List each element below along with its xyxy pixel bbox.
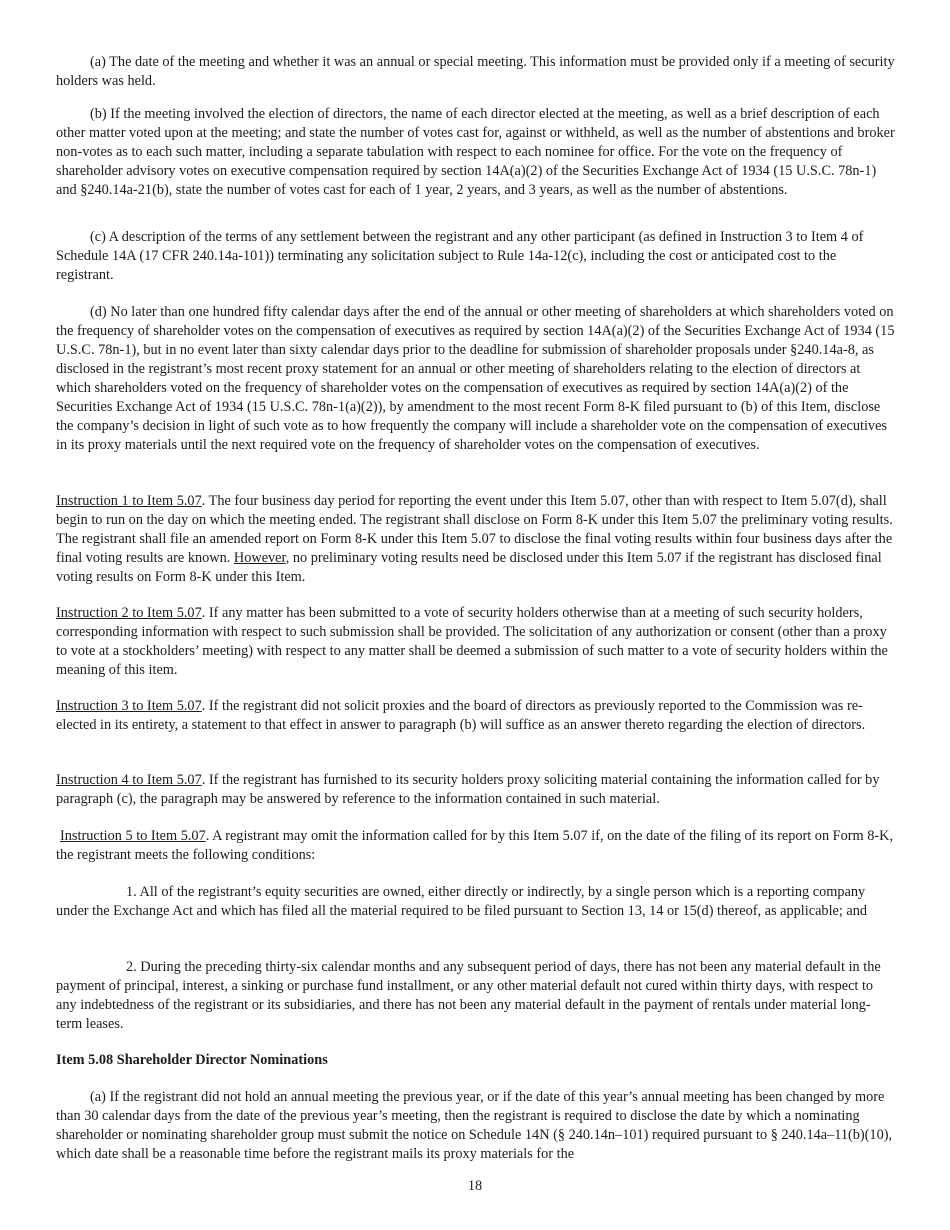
instruction-1-label: Instruction 1 to Item 5.07 bbox=[56, 493, 202, 509]
paragraph-b: (b) If the meeting involved the election of directors, the name of each director elected at the meeting, as well as a brief description of each other matter voted upon at the meeting; and state the number of votes cast for, against or withheld, as well as the number of abstentions and broker non-votes as to each such matter, including a separate tabulation with respect to each nominee for office. For the vote on the frequency of shareholder advisory votes on executive compensation required by section 14A(a)(2) of the Securities Exchange Act of 1934 (15 U.S.C. 78n-1) and §240.14a-21(b), state the number of votes cast for each of 1 year, 2 years, and 3 years, as well as the number of abstentions. bbox=[56, 106, 895, 198]
paragraph-a: (a) The date of the meeting and whether it was an annual or special meeting. This information must be provided only if a meeting of security holders was held. bbox=[56, 54, 895, 89]
instruction-2: Instruction 2 to Item 5.07. If any matter has been submitted to a vote of security holders otherwise than at a meeting of such security holders, corresponding information with respect to such submission shall be provided. The solicitation of any authorization or consent (other than a proxy to vote at a stockholders’ meeting) with respect to any matter shall be deemed a submission of such matter to a vote of security holders within the meaning of this item. bbox=[56, 605, 888, 678]
instruction-3: Instruction 3 to Item 5.07. If the registrant did not solicit proxies and the board of directors as previously reported to the Commission was re-elected in its entirety, a statement to that effect in answer to paragraph (b) will suffice as an answer thereto regarding the election of directors. bbox=[56, 698, 866, 733]
item-508-heading: Item 5.08 Shareholder Director Nominations bbox=[56, 1052, 328, 1068]
condition-1: 1. All of the registrant’s equity securities are owned, either directly or indirectly, by a single person which is a reporting company under the Exchange Act and which has filed all the material required to be filed pursuant to Section 13, 14 or 15(d) thereof, as applicable; and bbox=[56, 884, 868, 919]
item-508-paragraph-a: (a) If the registrant did not hold an annual meeting the previous year, or if the date of this year’s annual meeting has been changed by more than 30 calendar days from the date of the previous year’s meeting, then the registrant is required to disclose the date by which a nominating shareholder or nominating shareholder group must submit the notice on Schedule 14N (§ 240.14n–101) required pursuant to § 240.14a–11(b)(10), which date shall be a reasonable time before the registrant mails its proxy materials for the bbox=[56, 1089, 893, 1162]
instruction-2-label: Instruction 2 to Item 5.07 bbox=[56, 605, 202, 621]
paragraph-d: (d) No later than one hundred fifty calendar days after the end of the annual or other meeting of shareholders at which shareholders voted on the frequency of shareholder votes on the compensation of executives as required by section 14A(a)(2) of the Securities Exchange Act of 1934 (15 U.S.C. 78n-1), but in no event later than sixty calendar days prior to the deadline for submission of shareholder proposals under §240.14a-8, as disclosed in the registrant’s most recent proxy statement for an annual or other meeting of shareholders relating to the election of directors at which shareholders voted on the frequency of shareholder votes on the compensation of executives as required by section 14A(a)(2) of the Securities Exchange Act of 1934 (15 U.S.C. 78n-1(a)(2)), by amendment to the most recent Form 8-K filed pursuant to (b) of this Item, disclose the company’s decision in light of such vote as to how frequently the company will include a shareholder vote on the compensation of executives in its proxy materials until the next required vote on the frequency of shareholder votes on the compensation of executives. bbox=[56, 304, 895, 453]
instruction-4-label: Instruction 4 to Item 5.07 bbox=[56, 772, 202, 788]
instruction-3-label: Instruction 3 to Item 5.07 bbox=[56, 698, 202, 714]
paragraph-c: (c) A description of the terms of any settlement between the registrant and any other participant (as defined in Instruction 3 to Item 4 of Schedule 14A (17 CFR 240.14a-101)) terminating any solicitation subject to Rule 14a-12(c), including the cost or anticipated cost to the registrant. bbox=[56, 229, 864, 283]
condition-2: 2. During the preceding thirty-six calendar months and any subsequent period of days, there has not been any material default in the payment of principal, interest, a sinking or purchase fund installment, or any other material default not cured within thirty days, with respect to any indebtedness of the registrant or its subsidiaries, and there has not been any material default in the payment of rentals under material long-term leases. bbox=[56, 959, 881, 1032]
page-number: 18 bbox=[467, 1178, 483, 1194]
instruction-5: Instruction 5 to Item 5.07. A registrant may omit the information called for by this Item 5.07 if, on the date of the filing of its report on Form 8-K, the registrant meets the following conditions: bbox=[56, 828, 894, 863]
instruction-4: Instruction 4 to Item 5.07. If the registrant has furnished to its security holders proxy soliciting material containing the information called for by paragraph (c), the paragraph may be answered by reference to the information contained in such material. bbox=[56, 772, 880, 807]
instruction-1: Instruction 1 to Item 5.07. The four business day period for reporting the event under this Item 5.07, other than with respect to Item 5.07(d), shall begin to run on the day on which the meeting ended. The registrant shall disclose on Form 8-K under this Item 5.07 the preliminary voting results. The registrant shall file an amended report on Form 8-K under this Item 5.07 to disclose the final voting results within four business days after the final voting results are known. However, no preliminary voting results need be disclosed under this Item 5.07 if the registrant has disclosed final voting results on Form 8-K under this Item. bbox=[56, 493, 893, 585]
instruction-5-label: Instruction 5 to Item 5.07 bbox=[60, 828, 206, 844]
